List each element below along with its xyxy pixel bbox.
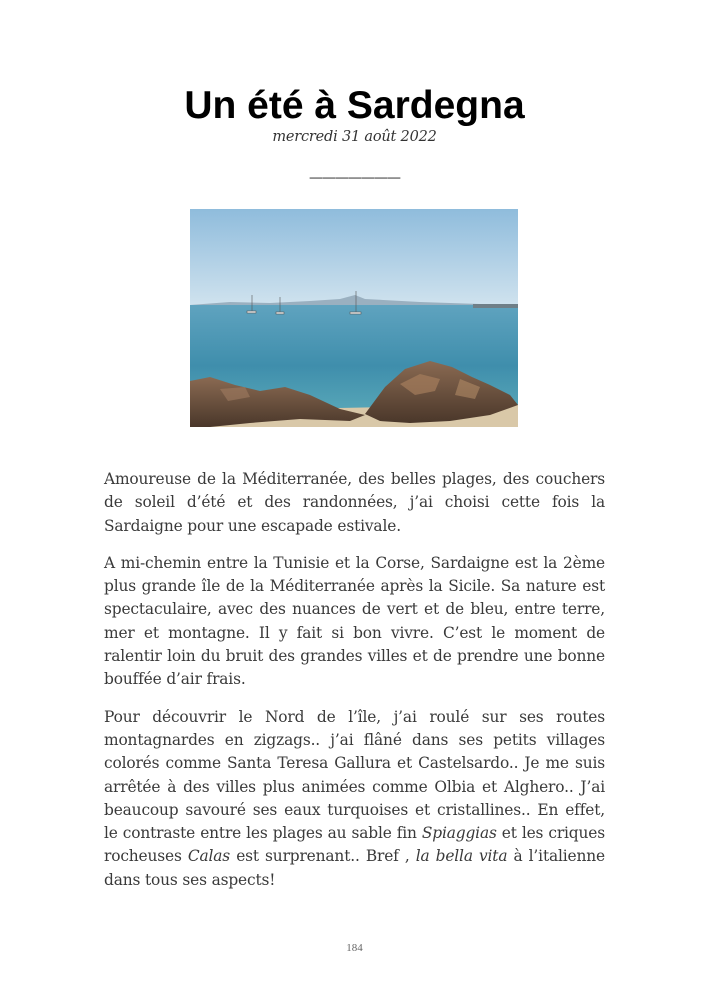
italic-term: Spiaggias	[421, 824, 497, 843]
paragraph-geography: A mi-chemin entre la Tunisie et la Corse, Sardaigne est la 2ème plus grande île de la Méditerranée après la Sicile. Sa nature est spectaculaire, avec des nuances de vert et de bleu, entre terre, mer et montagne. Il y fait si bon vivre. C’est le moment de ralentir loin du bruit des grandes villes et de prendre une bonne bouffée d’air frais.	[104, 553, 605, 689]
post-date: mercredi 31 août 2022	[272, 129, 437, 145]
seascape-photo	[190, 209, 518, 427]
paragraph-text: et les criques rocheuses	[104, 824, 605, 866]
paragraph-text: à l’italienne dans tous ses aspects!	[104, 847, 605, 889]
page-number: 184	[346, 942, 363, 954]
paragraph-intro: Amoureuse de la Méditerranée, des belles plages, des couchers de soleil d’été et des randonnées, j’ai choisi cette fois la Sardaigne pour une escapade estivale.	[104, 470, 605, 535]
italic-term: la bella vita	[415, 847, 508, 866]
paragraph-text: est surprenant.. Bref ,	[230, 847, 416, 866]
paragraph-text: Pour découvrir le Nord de l’île, j’ai roulé sur ses routes montagnardes en zigzags.. j’ai flâné dans ses petits villages colorés comme Santa Teresa Gallura et Castelsardo.. Je me suis arrêtée à des villes plus animées comme Olbia et Alghero.. J’ai beaucoup savouré ses eaux turquoises et cristallines.. En effet, le contraste entre les plages au sable fin	[104, 707, 605, 843]
page-title: Un été à Sardegna	[184, 84, 525, 127]
separator-line: ———————	[309, 170, 400, 186]
paragraph-discovery	[104, 706, 605, 892]
photo-pier	[473, 304, 518, 308]
photo-sky	[190, 209, 518, 305]
italic-term: Calas	[187, 847, 231, 866]
article-body	[104, 468, 605, 906]
